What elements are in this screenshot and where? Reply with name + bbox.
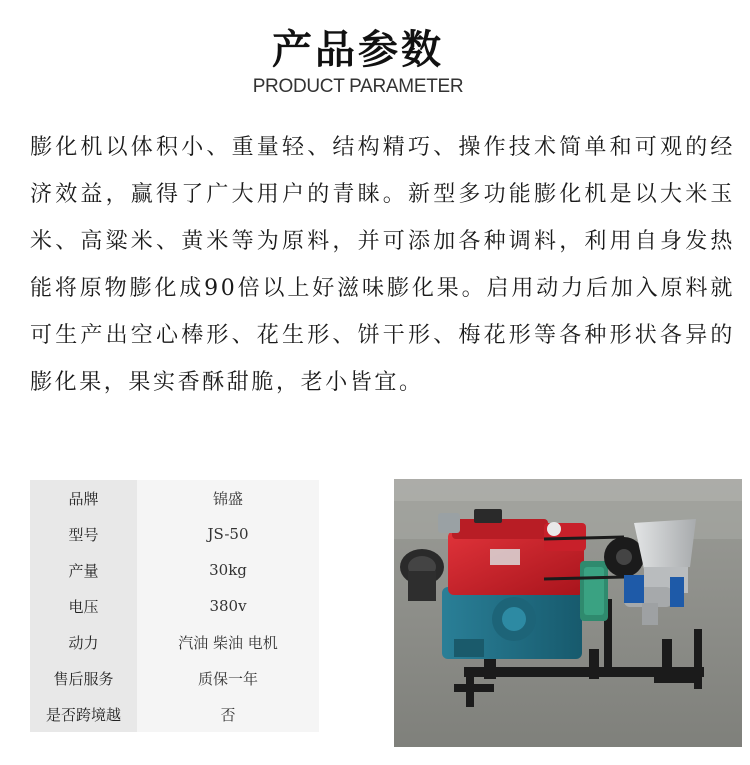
spec-row-model [30,516,319,552]
spec-label: 型号 [30,516,137,552]
page-subtitle: PRODUCT PARAMETER [252,76,464,97]
page-title: 产品参数 [272,27,444,73]
spec-label: 动力 [30,624,137,660]
spec-value: 否 [137,696,319,732]
spec-label: 产量 [30,552,137,588]
spec-label: 售后服务 [30,660,137,696]
spec-row-cross-border [30,696,319,732]
spec-label: 品牌 [30,480,137,516]
spec-label: 是否跨境越 [30,696,137,732]
spec-row-voltage [30,588,319,624]
spec-value: 380v [137,588,319,624]
spec-row-output [30,552,319,588]
puffing-machine-image [394,479,742,747]
spec-value: 质保一年 [137,660,319,696]
spec-table [30,480,319,732]
spec-value: 锦盛 [137,480,319,516]
product-photo [394,479,742,747]
spec-value: JS-50 [137,516,319,552]
spec-row-brand [30,480,319,516]
intro-paragraph: 膨化机以体积小、重量轻、结构精巧、操作技术简单和可观的经济效益，赢得了广大用户的青睐。新型多功能膨化机是以大米玉米、高粱米、黄米等为原料，并可添加各种调料，利用自身发热能将原物膨化成90倍以上好滋味膨化果。启用动力后加入原料就可生产出空心棒形、花生形、饼干形、梅花形等各种形状各异的膨化果，果实香酥甜脆，老小皆宜。 [30,135,735,395]
spec-row-after-sales [30,660,319,696]
spec-row-power [30,624,319,660]
spec-value: 30kg [137,552,319,588]
spec-value: 汽油 柴油 电机 [137,624,319,660]
spec-label: 电压 [30,588,137,624]
